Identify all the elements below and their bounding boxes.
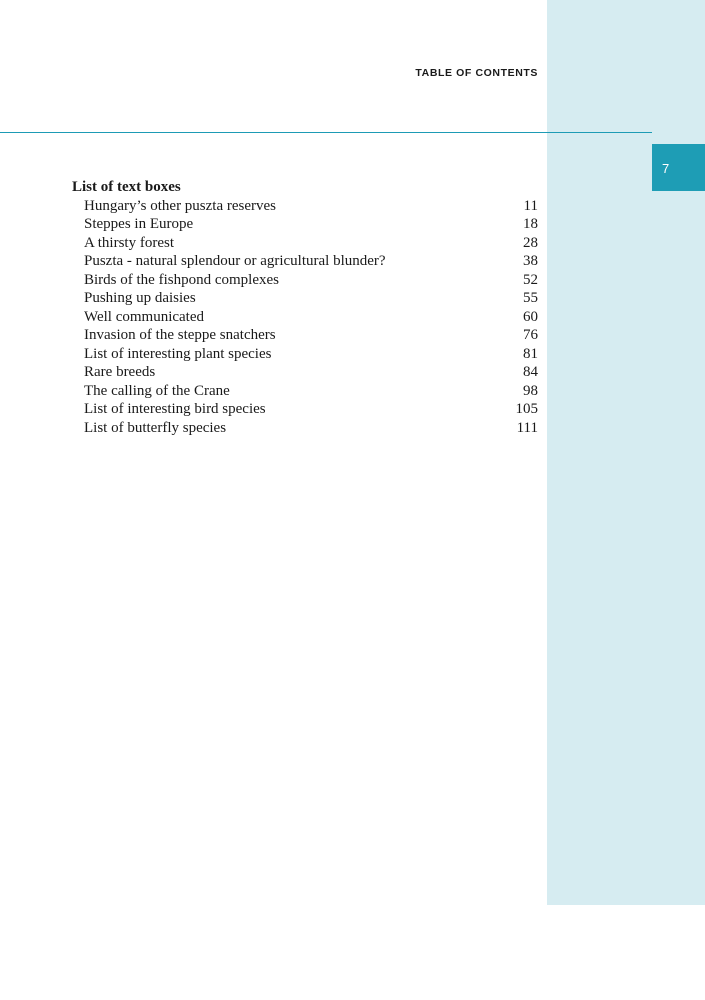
toc-entry xyxy=(72,345,538,364)
toc-heading: List of text boxes xyxy=(72,179,181,195)
section-header: TABLE OF CONTENTS xyxy=(415,67,538,79)
toc-list xyxy=(72,178,538,437)
toc-entry-title: Hungary’s other puszta reserves xyxy=(84,197,277,214)
toc-entry-page: 52 xyxy=(523,271,538,288)
toc-entry-title: Well communicated xyxy=(84,308,204,325)
toc-entry xyxy=(72,289,538,308)
toc-entry xyxy=(72,197,538,216)
toc-entry-title: List of butterfly species xyxy=(84,419,227,436)
toc-entry-title: The calling of the Crane xyxy=(84,382,230,399)
toc-entry-page: 11 xyxy=(523,197,538,214)
toc-entry-title: List of interesting bird species xyxy=(84,401,266,417)
toc-entry-page: 38 xyxy=(523,253,538,269)
toc-entry xyxy=(72,308,538,327)
side-margin-band xyxy=(547,0,705,905)
toc-entry xyxy=(72,382,538,401)
toc-entry xyxy=(72,234,538,253)
toc-entry-page: 28 xyxy=(523,234,538,251)
toc-entry-title: List of interesting plant species xyxy=(84,345,272,362)
toc-entry xyxy=(72,419,538,438)
toc-entry-page: 18 xyxy=(523,216,538,232)
header-rule xyxy=(0,132,652,133)
toc-entry-page: 84 xyxy=(523,364,538,380)
toc-entry-title: Puszta - natural splendour or agricultural blunder? xyxy=(84,253,386,269)
toc-entry xyxy=(72,400,538,419)
toc-entry-title: Birds of the fishpond complexes xyxy=(84,271,279,288)
toc-entry-title: A thirsty forest xyxy=(84,234,174,251)
page-number-tab xyxy=(652,144,705,191)
toc-entry xyxy=(72,326,538,345)
toc-entry xyxy=(72,252,538,271)
toc-entry-page: 98 xyxy=(523,382,538,399)
toc-entry xyxy=(72,271,538,290)
toc-entry xyxy=(72,215,538,234)
toc-entry-title: Invasion of the steppe snatchers xyxy=(84,327,276,343)
toc-entry-page: 60 xyxy=(523,308,538,325)
toc-entry xyxy=(72,363,538,382)
toc-entry-page: 105 xyxy=(515,401,538,417)
toc-entry-page: 111 xyxy=(516,419,538,436)
toc-entry-page: 81 xyxy=(523,345,538,362)
toc-entry-title: Pushing up daisies xyxy=(84,290,196,306)
toc-entry-page: 76 xyxy=(523,327,538,343)
toc-entry-page: 55 xyxy=(523,290,538,306)
toc-entry-title: Rare breeds xyxy=(84,364,156,380)
page-number: 7 xyxy=(662,161,670,176)
toc-entry-title: Steppes in Europe xyxy=(84,216,194,232)
